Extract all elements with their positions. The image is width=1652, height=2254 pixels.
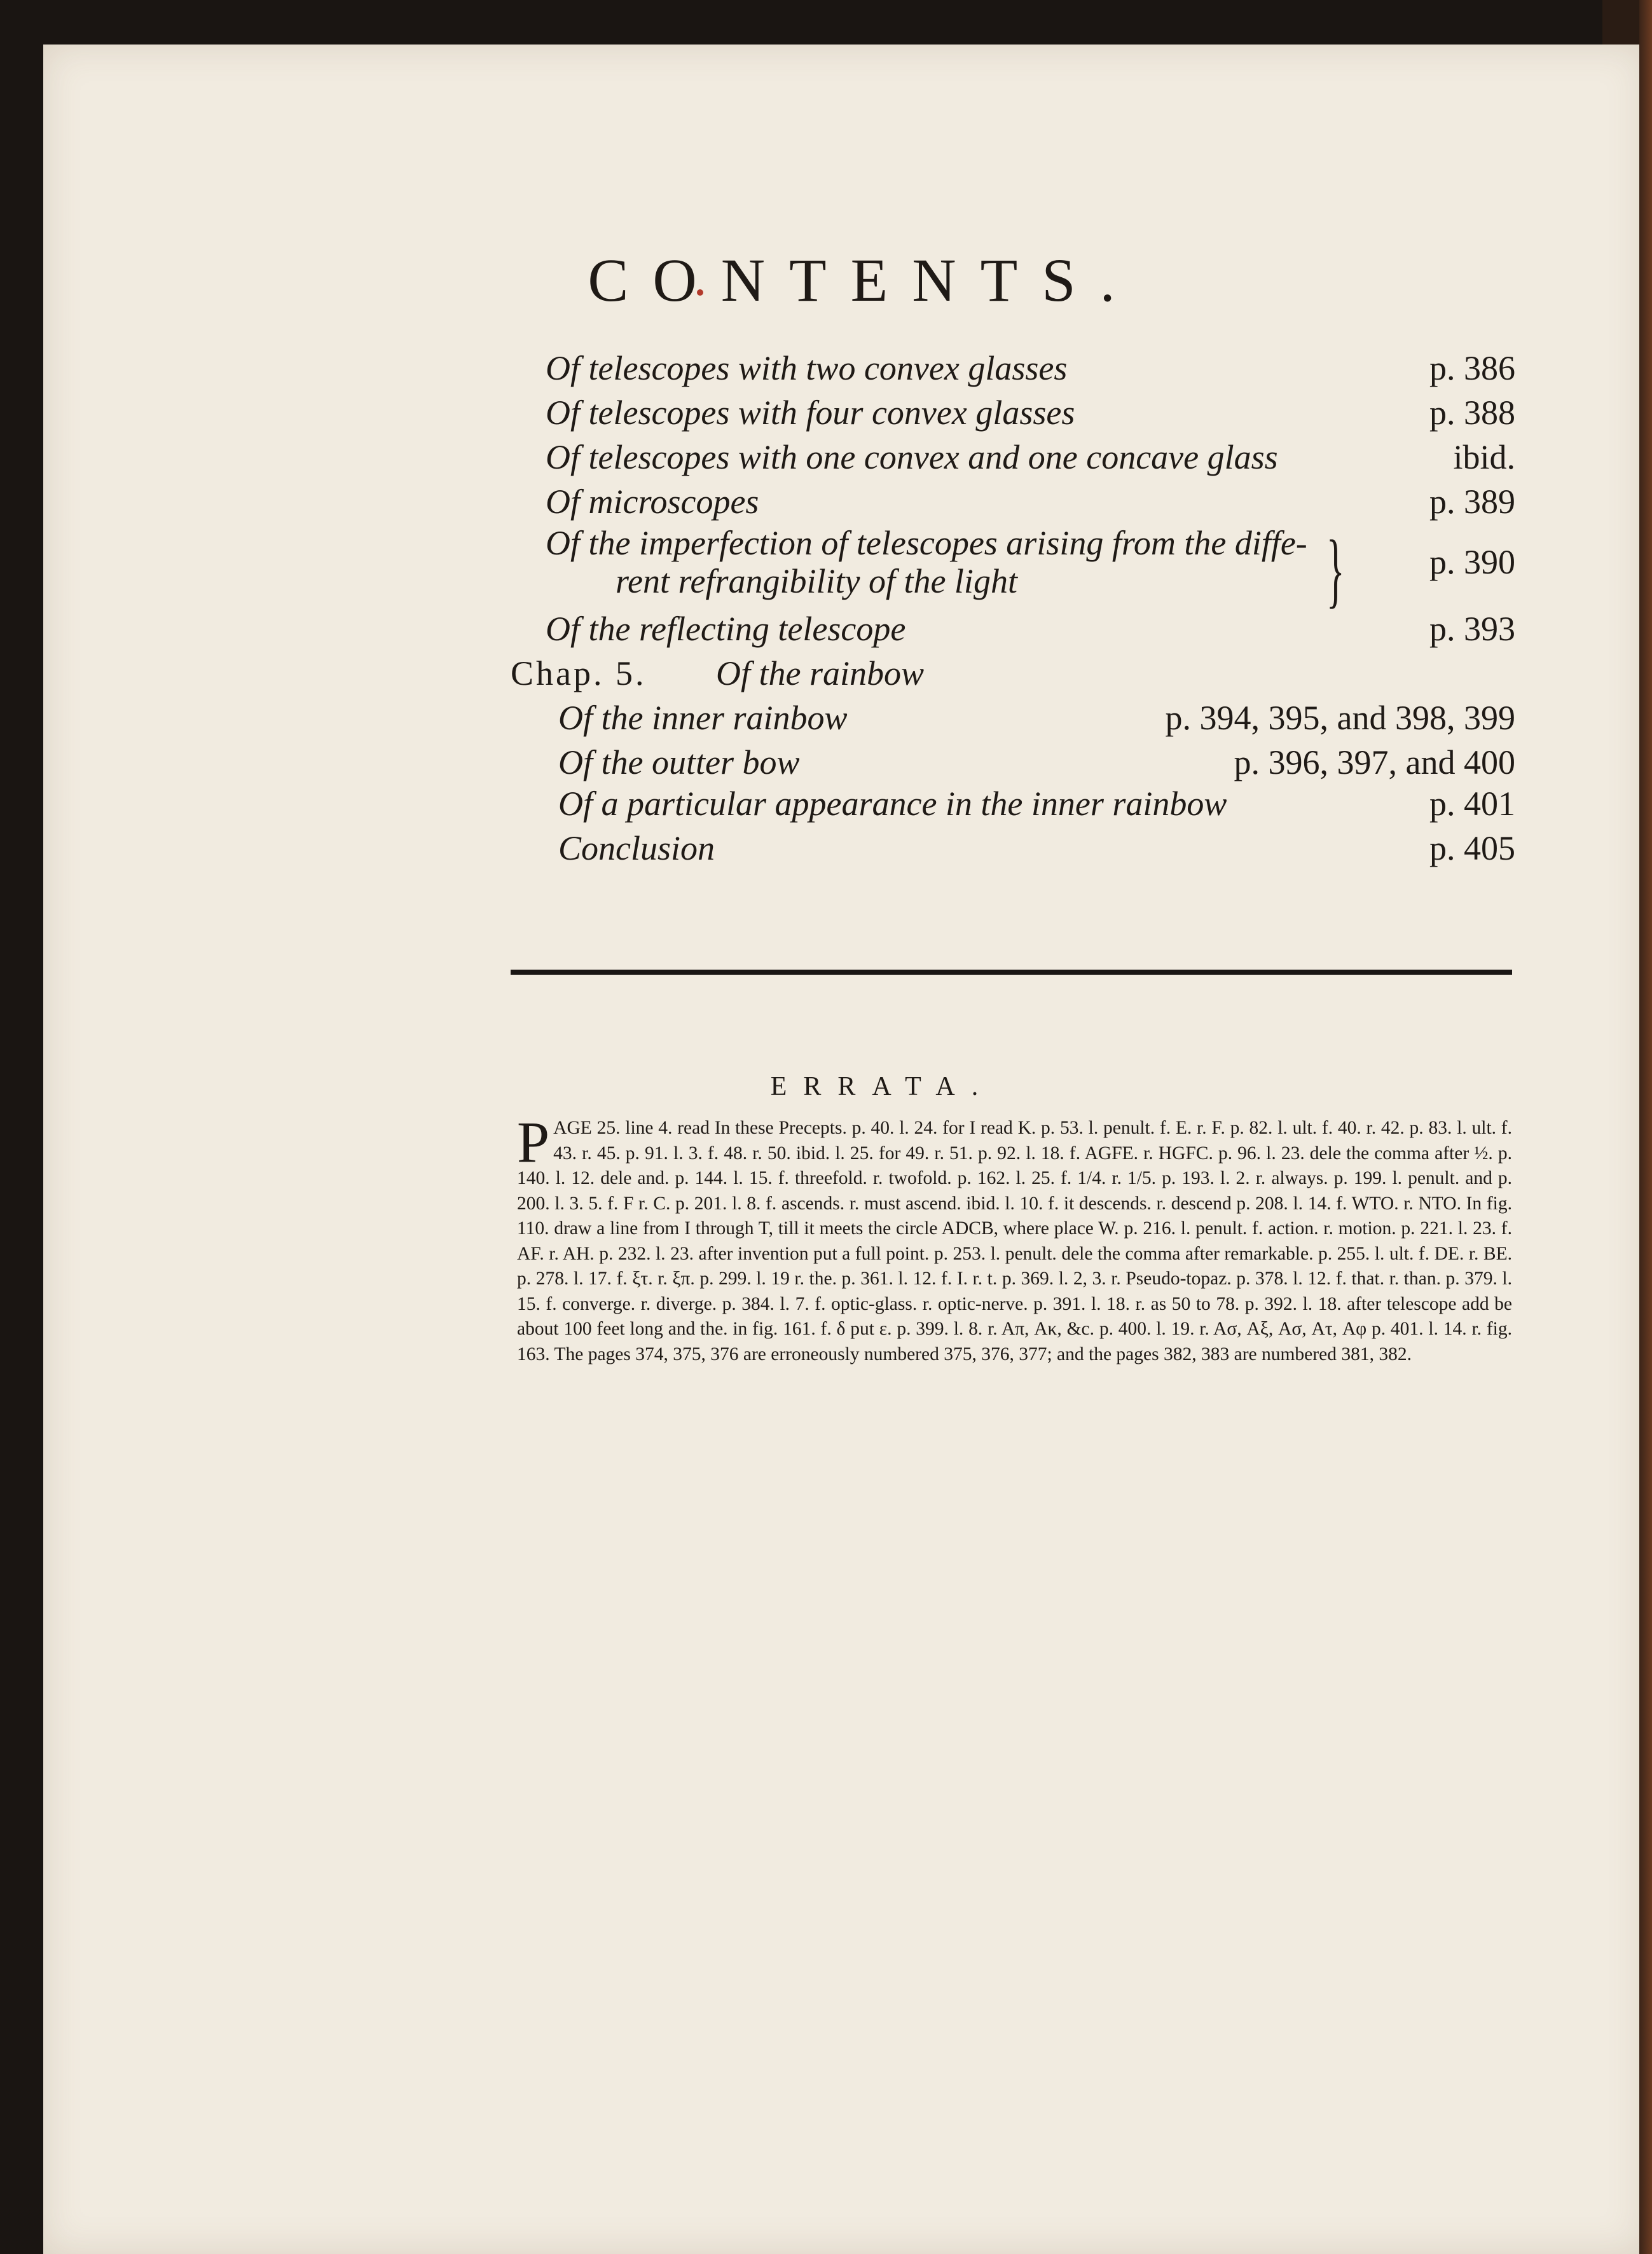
- toc-entry-page: p. 394, 395, and 398, 399: [1165, 699, 1515, 737]
- section-divider-rule: [511, 970, 1512, 975]
- book-spine-edge: [1639, 0, 1652, 2254]
- toc-entry-title: Of the outter bow: [558, 743, 800, 781]
- toc-entry: [43, 521, 1646, 565]
- toc-entry-title: Of telescopes with two convex glasses: [546, 349, 1068, 387]
- toc-entry-title: Of the imperfection of telescopes arising from the diffe-: [546, 524, 1307, 562]
- toc-entry-page: p. 396, 397, and 400: [1234, 743, 1515, 781]
- toc-chapter: [43, 652, 1646, 695]
- toc-entry-title: Of the inner rainbow: [558, 699, 848, 737]
- toc-entry: [43, 347, 1646, 390]
- toc-entry: [43, 391, 1646, 434]
- toc-entry-page: p. 390: [1429, 543, 1515, 581]
- toc-entry-page: ibid.: [1453, 438, 1515, 476]
- toc-entry-page: p. 405: [1429, 829, 1515, 867]
- toc-entry: [43, 696, 1646, 739]
- toc-entry: [43, 782, 1646, 825]
- toc-entry-title: Of the reflecting telescope: [546, 610, 906, 648]
- errata-title: ERRATA.: [770, 1072, 995, 1101]
- toc-entry-title: Of telescopes with one convex and one concave glass: [546, 438, 1278, 476]
- brace-symbol: }: [1326, 523, 1345, 616]
- toc-entry-title: Of microscopes: [546, 483, 759, 521]
- chapter-title: Of the rainbow: [716, 654, 925, 692]
- toc-entry-title: Conclusion: [558, 829, 715, 867]
- toc-entry-page: p. 388: [1429, 394, 1515, 432]
- contents-title: CONTENTS.: [588, 246, 1139, 314]
- toc-entry: [43, 607, 1646, 650]
- toc-entry-title: Of a particular appearance in the inner rainbow: [558, 785, 1227, 823]
- chapter-label: Chap. 5.: [511, 654, 647, 692]
- toc-entry-page: p. 386: [1429, 349, 1515, 387]
- book-page: [43, 45, 1646, 2254]
- errata-dropcap: P: [517, 1110, 550, 1174]
- toc-entry: [43, 827, 1646, 870]
- errata-text: [517, 1110, 1512, 1367]
- toc-entry-page: p. 389: [1429, 483, 1515, 521]
- toc-entry-title: Of telescopes with four convex glasses: [546, 394, 1075, 432]
- toc-entry-title: rent refrangibility of the light: [616, 562, 1017, 600]
- errata-paragraph: AGE 25. line 4. read In these Precepts. p. 40. l. 24. for I read K. p. 53. l. penult. f. E. r. F. p. 82. l. ult. f. 40. r. 42. p. 83. l. ult. f. 43. r. 45. p. 91. l. 3. f. 48. r. 50. ibid. l. 25. for 49. r. 51. p. 92. l. 18. f. AGFE. r. HGFC. p. 96. l. 23. dele the comma after ½. p. 140. l. 12. dele and. p. 144. l. 15. f. threefold. r. twofold. p. 162. l. 25. f. 1/4. r. 1/5. p. 193. l. 2. r. always. p. 199. l. penult. and p. 200. l. 3. 5. f. F r. C. p. 201. l. 8. f. ascends. r. must ascend. ibid. l. 10. f. it descends. r. descend p. 208. l. 14. f. WTO. r. NTO. In fig. 110. draw a line from I through T, till it meets the circle ADCB, where place W. p. 216. l. penult. f. action. r. motion. p. 221. l. 23. f. AF. r. AH. p. 232. l. 23. after invention put a full point. p. 253. l. penult. dele the comma after remarkable. p. 255. l. ult. f. DE. r. BE. p. 278. l. 17. f. ξτ. r. ξπ. p. 299. l. 19 r. the. p. 361. l. 12. f. I. r. t. p. 369. l. 2, 3. r. Pseudo-topaz. p. 378. l. 12. f. that. r. than. p. 379. l. 15. f. converge. r. diverge. p. 384. l. 7. f. optic-glass. r. optic-nerve. p. 391. l. 18. r. as 50 to 78. p. 392. l. 18. after telescope add be about 100 feet long and the. in fig. 161. f. δ put ε. p. 399. l. 8. r. Aπ, Aκ, &c. p. 400. l. 19. r. Aσ, Aξ, Aσ, Aτ, Aφ p. 401. l. 14. r. fig. 163. The pages 374, 375, 376 are erroneously numbered 375, 376, 377; and the pages 382, 383 are numbered 381, 382.: [517, 1118, 1512, 1364]
- toc-entry-page: p. 393: [1429, 610, 1515, 648]
- toc-entry: [43, 480, 1646, 523]
- toc-entry: [43, 741, 1646, 784]
- toc-entry-page: p. 401: [1429, 785, 1515, 823]
- toc-entry: [43, 436, 1646, 479]
